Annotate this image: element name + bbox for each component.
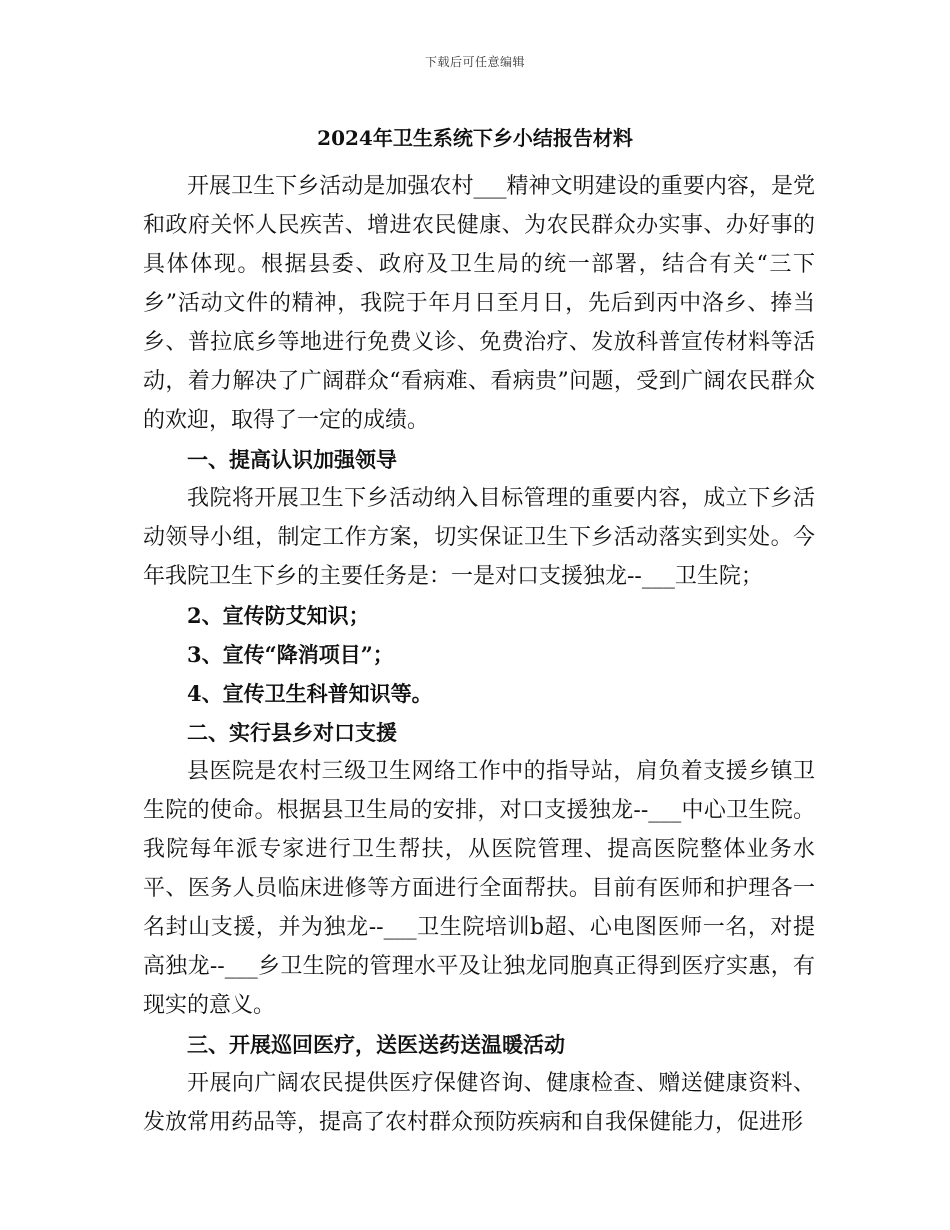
section-heading-1: 一、提高认识加强领导 — [187, 447, 397, 472]
task-item-2: 2、宣传防艾知识； — [187, 603, 370, 628]
paragraph-section-1: 我院将开展卫生下乡活动纳入目标管理的重要内容，成立下乡活动领导小组，制定工作方案，切实保证卫生下乡活动落实到实处。今年我院卫生下乡的主要任务是：一是对口支援独龙--___卫生院； — [143, 486, 815, 589]
section-heading-3: 三、开展巡回医疗，送医送药送温暖活动 — [187, 1032, 565, 1057]
paragraph-section-2: 县医院是农村三级卫生网络工作中的指导站，肩负着支援乡镇卫生院的使命。根据县卫生局的安排，对口支援独龙--___中心卫生院。我院每年派专家进行卫生帮扶，从医院管理、提高医院整体业务水平、医务人员临床进修等方面进行全面帮扶。目前有医师和护理各一名封山支援，并为独龙--___卫生院培训b超、心电图医师一名，对提高独龙--___乡卫生院的管理水平及让独龙同胞真正得到医疗实惠，有现实的意义。 — [143, 759, 815, 1018]
task-item-3: 3、宣传“降消项目”； — [187, 642, 394, 667]
page-header: 下载后可任意编辑 — [424, 55, 525, 69]
paragraph-section-3: 开展向广阔农民提供医疗保健咨询、健康检查、赠送健康资料、发放常用药品等，提高了农村群众预防疾病和自我保健能力，促进形 — [143, 1071, 815, 1135]
task-item-4: 4、宣传卫生科普知识等。 — [187, 681, 433, 706]
document-title: 2024年卫生系统下乡小结报告材料 — [317, 126, 633, 150]
document-body — [143, 167, 815, 1142]
paragraph-intro: 开展卫生下乡活动是加强农村___精神文明建设的重要内容，是党和政府关怀人民疾苦、增进农民健康、为农民群众办实事、办好事的具体体现。根据县委、政府及卫生局的统一部署，结合有关“三下乡”活动文件的精神，我院于年月日至月日，先后到丙中洛乡、捧当乡、普拉底乡等地进行免费义诊、免费治疗、发放科普宣传材料等活动，着力解决了广阔群众“看病难、看病贵”问题，受到广阔农民群众的欢迎，取得了一定的成绩。 — [143, 174, 815, 433]
section-heading-2: 二、实行县乡对口支援 — [187, 720, 397, 745]
